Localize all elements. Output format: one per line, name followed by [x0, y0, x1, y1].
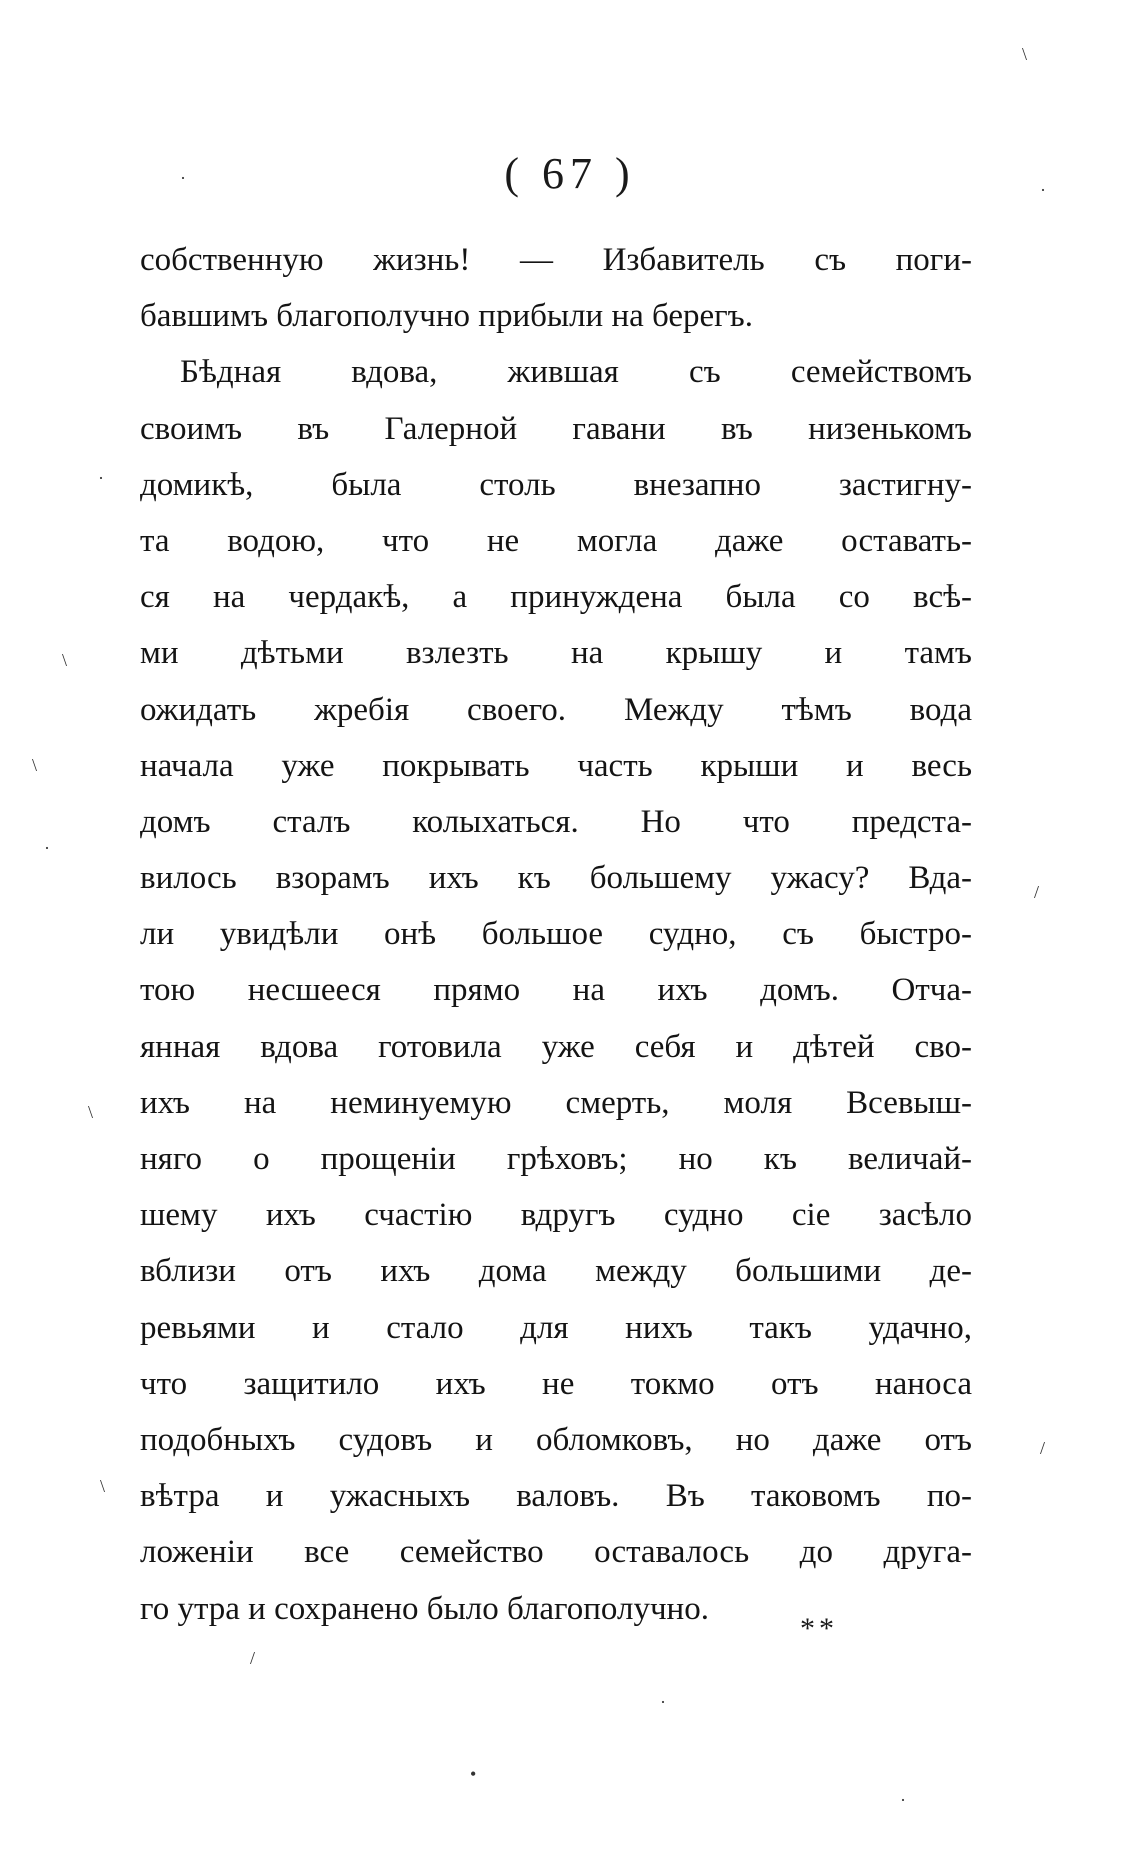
scan-speck: · — [900, 1790, 906, 1810]
text-line: домикѣ, была столь внезапно застигну- — [140, 466, 972, 503]
text-line: собственную жизнь! — Избавитель съ поги- — [140, 242, 972, 278]
scan-speck: / — [250, 1648, 256, 1668]
scan-speck: · — [44, 838, 50, 858]
scan-speck: · — [660, 1692, 666, 1712]
text-line: вилось взорамъ ихъ къ большему ужасу? Вда- — [140, 860, 972, 897]
section-ornament: ** — [800, 1612, 838, 1645]
scan-speck: \ — [100, 1476, 106, 1496]
scan-speck: · — [180, 168, 186, 188]
text-line: та водою, что не могла даже оставать- — [140, 522, 972, 559]
text-line: янная вдова готовила уже себя и дѣтей сво- — [140, 1028, 972, 1065]
scan-speck: \ — [32, 755, 38, 775]
scan-speck: \ — [62, 650, 68, 670]
text-line: своимъ въ Галерной гавани въ низенькомъ — [140, 410, 972, 447]
body-text — [140, 232, 972, 1637]
text-line: подобныхъ судовъ и обломковъ, но даже отъ — [140, 1421, 972, 1458]
text-line: тою несшееся прямо на ихъ домъ. Отча- — [140, 972, 972, 1009]
text-line: Бѣдная вдова, жившая съ семействомъ — [180, 354, 972, 391]
text-line: ревьями и стало для нихъ такъ удачно, — [140, 1309, 972, 1346]
text-line: ложеніи все семейство оставалось до друга- — [140, 1534, 972, 1571]
text-line: ми дѣтьми взлезть на крышу и тамъ — [140, 635, 972, 672]
text-line: ожидать жребія своего. Между тѣмъ вода — [140, 691, 972, 728]
text-line: начала уже покрывать часть крыши и весь — [140, 747, 972, 784]
text-line: вѣтра и ужасныхъ валовъ. Въ таковомъ по- — [140, 1478, 972, 1515]
text-line: шему ихъ счастію вдругъ судно сіе засѣло — [140, 1197, 972, 1234]
scan-speck: \ — [1022, 44, 1028, 64]
scan-speck: / — [1034, 882, 1040, 902]
scan-speck: · — [98, 468, 104, 488]
text-line: что защитило ихъ не токмо отъ наноса — [140, 1365, 972, 1402]
text-line: ихъ на неминуемую смерть, моля Всевыш- — [140, 1084, 972, 1121]
text-line: ли увидѣли онѣ большое судно, съ быстро- — [140, 916, 972, 953]
text-line: вблизи отъ ихъ дома между большими де- — [140, 1253, 972, 1290]
text-line: бавшимъ благополучно прибыли на берегъ. — [140, 298, 753, 335]
text-line: няго о прощеніи грѣховъ; но къ величай- — [140, 1141, 972, 1177]
scan-speck: • — [470, 1764, 477, 1784]
scan-speck: \ — [88, 1102, 94, 1122]
page-number: ( 67 ) — [504, 149, 636, 198]
text-line: го утра и сохранено было благополучно. — [140, 1590, 709, 1627]
scan-speck: / — [1040, 1438, 1046, 1458]
text-line: ся на чердакѣ, а принуждена была со всѣ- — [140, 579, 972, 616]
text-line: домъ сталъ колыхаться. Но что предста- — [140, 803, 972, 840]
scan-speck: · — [1040, 180, 1046, 200]
